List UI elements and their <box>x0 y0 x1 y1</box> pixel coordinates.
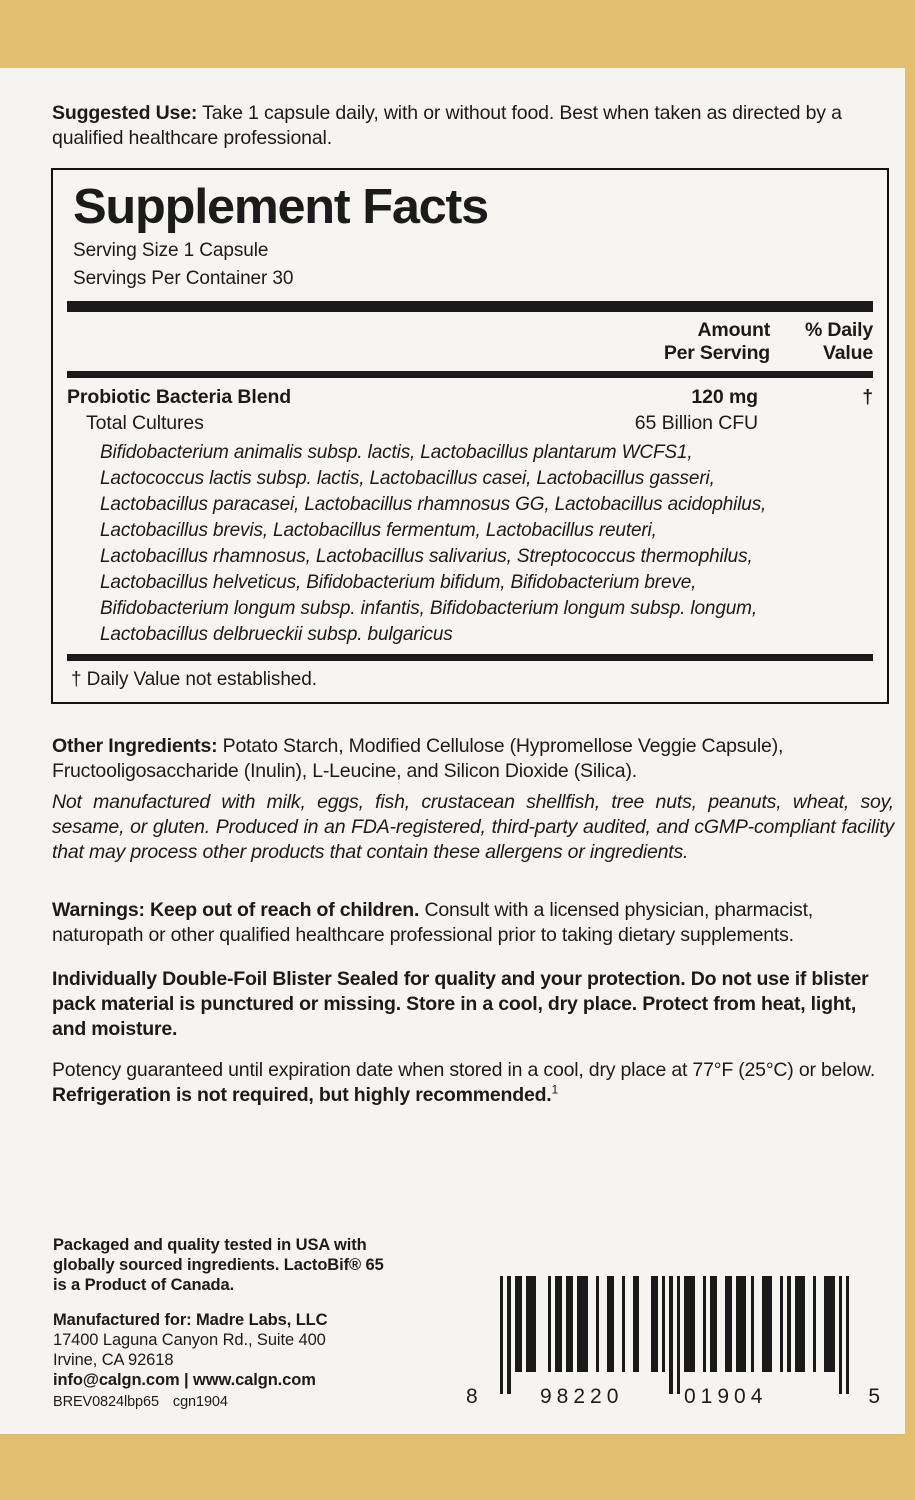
potency-paragraph <box>52 1058 894 1108</box>
barcode-group-left: 98220 <box>540 1385 624 1408</box>
packaged-line-2: globally sourced ingredients. LactoBif® 65 <box>53 1256 384 1274</box>
warnings-label: Warnings: Keep out of reach of children. <box>52 899 420 921</box>
lot-code-line <box>53 1393 433 1411</box>
daily-value-header <box>770 319 873 365</box>
package-band-right <box>905 0 915 1500</box>
lot-code: BREV0824lbp65 <box>53 1394 159 1410</box>
strain-line: Lactobacillus paracasei, Lactobacillus rhamnosus GG, Lactobacillus acidophilus, <box>100 494 767 515</box>
address-line-2: Irvine, CA 92618 <box>53 1351 174 1369</box>
strain-list <box>67 436 873 654</box>
supplement-facts-panel <box>51 168 889 704</box>
label-content <box>0 68 905 1434</box>
table-row <box>67 410 873 436</box>
package-band-top <box>0 0 915 68</box>
supplement-facts-title: Supplement Facts <box>73 180 488 234</box>
refrigeration-text: Refrigeration is not required, but highly recommended. <box>52 1084 552 1106</box>
amount-per-serving-header <box>555 319 770 365</box>
package-band-bottom <box>0 1434 915 1500</box>
rule-below-headers <box>67 371 873 378</box>
warnings-text: Consult with a licensed physician, pharmacist, naturopath or other qualified healthcare professional prior to taking dietary supplements. <box>52 899 814 946</box>
nutrient-daily-value: † <box>862 386 873 408</box>
suggested-use-paragraph <box>52 101 892 151</box>
daily-value-footnote: † Daily Value not established. <box>71 669 317 690</box>
packaged-line-3: is a Product of Canada. <box>53 1276 235 1294</box>
barcode-bars <box>500 1276 850 1394</box>
strain-line: Lactobacillus delbrueckii subsp. bulgaricus <box>100 624 453 645</box>
suggested-use-text: Take 1 capsule daily, with or without food. Best when taken as directed by a qualified healthcare professional. <box>52 102 842 149</box>
rule-above-footnote <box>67 654 873 661</box>
strain-line: Lactobacillus helveticus, Bifidobacterium bifidum, Bifidobacterium breve, <box>100 572 697 593</box>
dv-header-line2: Value <box>823 342 873 364</box>
allergen-statement: Not manufactured with milk, eggs, fish, crustacean shellfish, tree nuts, peanuts, wheat, soy, sesame, or gluten. Produced in an FDA-registered, third-party audited, and cGMP-compliant facility that may process other products that contain these allergens or ingredients. <box>52 791 894 863</box>
strain-line: Lactococcus lactis subsp. lactis, Lactobacillus casei, Lactobacillus gasseri, <box>100 468 715 489</box>
barcode-check-digit: 5 <box>868 1385 880 1408</box>
rule-above-headers <box>67 301 873 312</box>
sku-code: cgn1904 <box>172 1394 228 1410</box>
servings-per-container: Servings Per Container 30 <box>73 268 294 289</box>
strain-line: Bifidobacterium animalis subsp. lactis, Lactobacillus plantarum WCFS1, <box>100 442 693 463</box>
nutrient-amount: 65 Billion CFU <box>634 412 758 434</box>
other-ingredients-text: Potato Starch, Modified Cellulose (Hypromellose Veggie Capsule), Fructooligosaccharide (Inulin), L-Leucine, and Silicon Dioxide (Silica). <box>52 735 784 782</box>
other-ingredients-label: Other Ingredients: <box>52 735 218 757</box>
contact-info[interactable]: info@calgn.com | www.calgn.com <box>53 1371 316 1389</box>
strain-line: Lactobacillus brevis, Lactobacillus fermentum, Lactobacillus reuteri, <box>100 520 657 541</box>
strain-line: Lactobacillus rhamnosus, Lactobacillus salivarius, Streptococcus thermophilus, <box>100 546 753 567</box>
warnings-paragraph <box>52 898 894 948</box>
strain-line: Bifidobacterium longum subsp. infantis, Bifidobacterium longum subsp. longum, <box>100 598 757 619</box>
nutrient-name: Total Cultures <box>86 412 204 434</box>
footnote-marker: 1 <box>551 1082 559 1097</box>
manufactured-for: Manufactured for: Madre Labs, LLC <box>53 1311 328 1329</box>
table-row <box>67 378 873 410</box>
blister-statement: Individually Double-Foil Blister Sealed for quality and your protection. Do not use if blister pack material is punctured or missing. Store in a cool, dry place. Protect from heat, light, and moisture. <box>52 968 869 1040</box>
address-line-1: 17400 Laguna Canyon Rd., Suite 400 <box>53 1331 326 1349</box>
potency-text: Potency guaranteed until expiration date when stored in a cool, dry place at 77°F (25°C) or below. <box>52 1059 876 1081</box>
barcode <box>462 1266 882 1411</box>
amount-header-line1: Amount <box>697 319 770 341</box>
footer-manufacturer-block <box>53 1235 433 1411</box>
barcode-group-right: 01904 <box>684 1385 768 1408</box>
supplement-facts-header-row <box>67 312 873 371</box>
packaged-statement <box>53 1235 433 1295</box>
manufacturer-address <box>53 1310 433 1390</box>
nutrient-amount: 120 mg <box>691 386 758 408</box>
other-ingredients-paragraph <box>52 734 894 784</box>
barcode-left-digit: 8 <box>466 1385 478 1408</box>
nutrient-name: Probiotic Bacteria Blend <box>67 386 292 408</box>
packaged-line-1: Packaged and quality tested in USA with <box>53 1236 367 1254</box>
dv-header-line1: % Daily <box>805 319 873 341</box>
suggested-use-label: Suggested Use: <box>52 102 198 124</box>
amount-header-line2: Per Serving <box>663 342 770 364</box>
serving-size: Serving Size 1 Capsule <box>73 240 269 261</box>
